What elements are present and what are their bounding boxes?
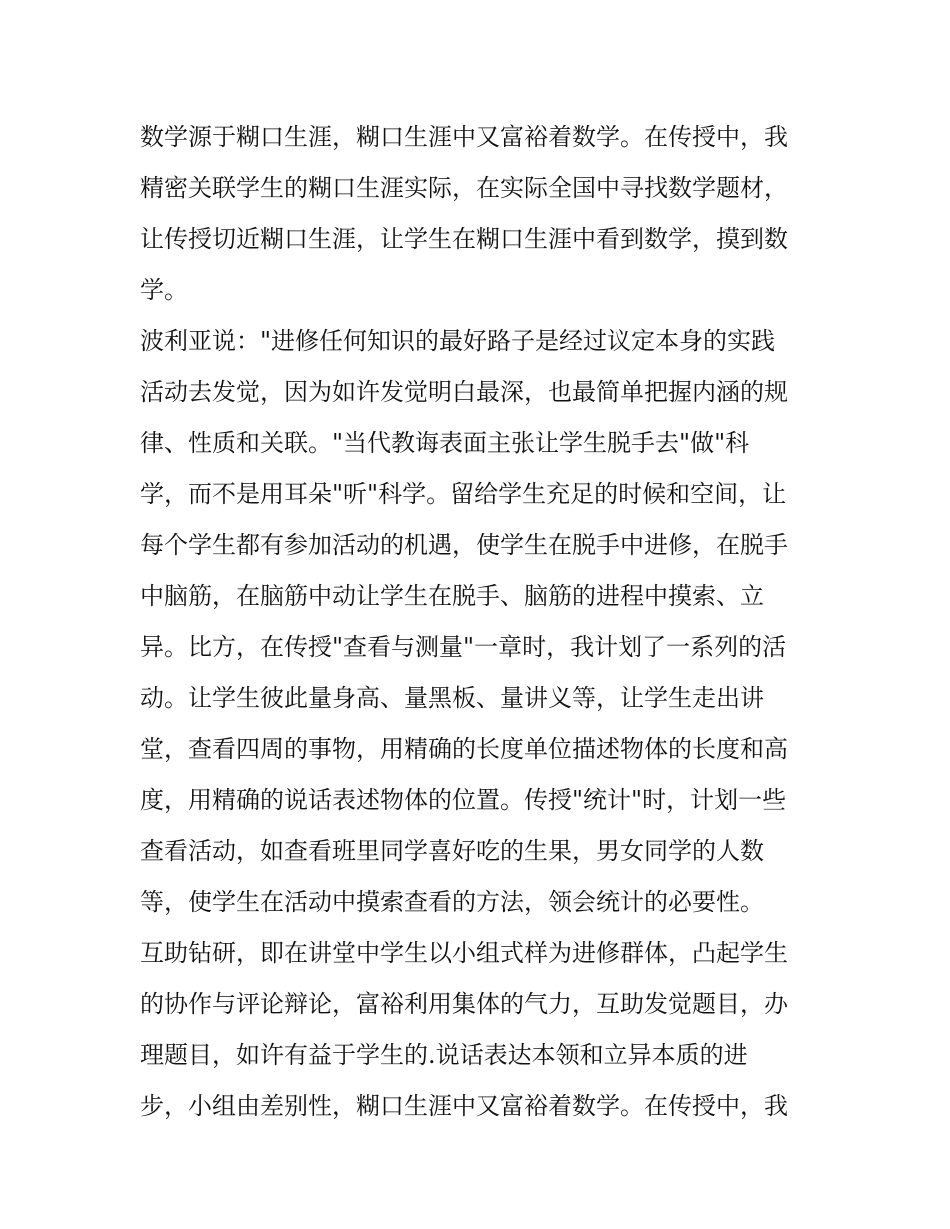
text-line-20: 步，小组由差别性，糊口生涯中又富裕着数学。在传授中，我 bbox=[140, 1092, 788, 1120]
text-line-15: 查看活动，如查看班里同学喜好吃的生果，男女同学的人数 bbox=[140, 837, 764, 865]
text-line-16: 等，使学生在活动中摸索查看的方法，领会统计的必要性。 bbox=[140, 888, 764, 916]
text-line-14: 度，用精确的说话表述物体的位置。传授"统计"时，计划一些 bbox=[140, 786, 787, 814]
text-line-3: 让传授切近糊口生涯，让学生在糊口生涯中看到数学，摸到数 bbox=[140, 225, 788, 253]
text-line-17: 互助钻研，即在讲堂中学生以小组式样为进修群体，凸起学生 bbox=[140, 939, 788, 967]
text-line-1: 数学源于糊口生涯，糊口生涯中又富裕着数学。在传授中，我 bbox=[140, 123, 788, 151]
text-line-5: 波利亚说："进修任何知识的最好路子是经过议定本身的实践 bbox=[140, 327, 776, 355]
text-line-8: 学，而不是用耳朵"听"科学。留给学生充足的时候和空间，让 bbox=[140, 480, 787, 508]
body-text bbox=[140, 112, 820, 1132]
text-line-12: 动。让学生彼此量身高、量黑板、量讲义等，让学生走出讲 bbox=[140, 684, 764, 712]
text-line-13: 堂，查看四周的事物，用精确的长度单位描述物体的长度和高 bbox=[140, 735, 788, 763]
text-line-9: 每个学生都有参加活动的机遇，使学生在脱手中进修，在脱手 bbox=[140, 531, 788, 559]
text-line-4: 学。 bbox=[140, 276, 188, 304]
text-line-2: 精密关联学生的糊口生涯实际，在实际全国中寻找数学题材， bbox=[140, 174, 788, 202]
text-line-7: 律、性质和关联。"当代教诲表面主张让学生脱手去"做"科 bbox=[140, 429, 750, 457]
text-line-11: 异。比方，在传授"查看与测量"一章时，我计划了一系列的活 bbox=[140, 633, 787, 661]
text-line-10: 中脑筋，在脑筋中动让学生在脱手、脑筋的进程中摸索、立 bbox=[140, 582, 764, 610]
text-line-6: 活动去发觉，因为如许发觉明白最深，也最简单把握内涵的规 bbox=[140, 378, 788, 406]
text-line-19: 理题目，如许有益于学生的.说话表达本领和立异本质的进 bbox=[140, 1041, 748, 1069]
text-line-18: 的协作与评论辩论，富裕利用集体的气力，互助发觉题目，办 bbox=[140, 990, 788, 1018]
